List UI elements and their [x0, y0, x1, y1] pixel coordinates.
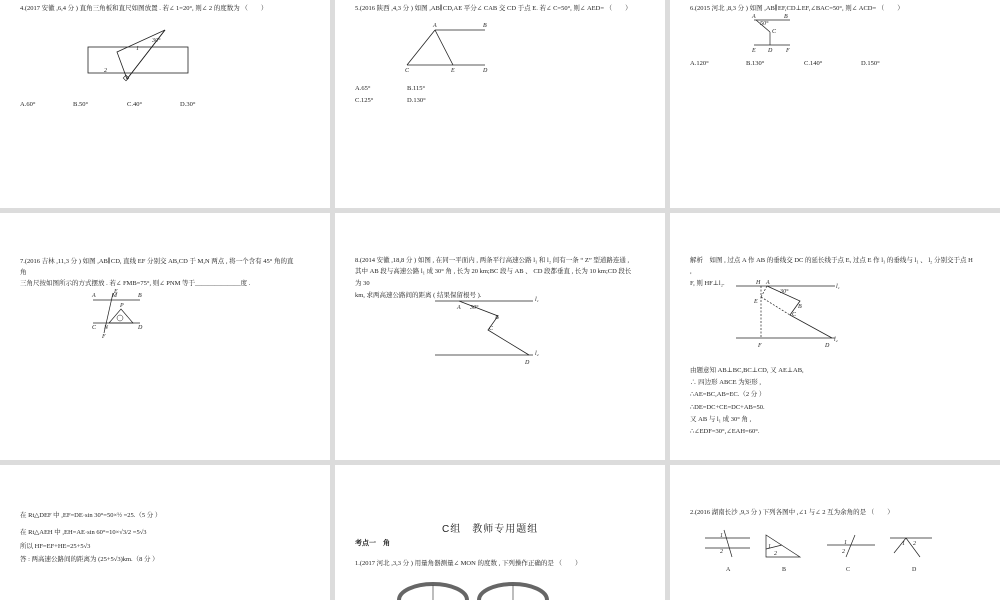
line-l1: l₁	[535, 297, 539, 303]
option-b[interactable]: B.115°	[407, 85, 426, 92]
group-title: C组 教师专用题组	[442, 524, 539, 535]
point-e: E	[451, 68, 455, 74]
option-b-label[interactable]: B	[782, 567, 787, 573]
point-m: M	[112, 293, 117, 299]
point-b: B	[784, 14, 788, 20]
point-d: D	[483, 68, 488, 74]
solution-intro-3: F, 则 HF⊥l₂.	[690, 280, 725, 287]
point-a: A	[92, 293, 96, 299]
ruler-triangle-figure	[0, 0, 330, 120]
section-title: 考点一 角	[355, 540, 390, 547]
panel-question-5	[335, 0, 665, 208]
question-text: 4.(2017 安徽 ,6,4 分 ) 直角三角板和直尺如图放置 . 若∠ 1=20°, 则∠ 2 的度数为 （ ）	[20, 5, 268, 12]
panel-question-4	[0, 0, 330, 208]
line-l1: l₁	[836, 284, 840, 290]
angle-label-50: 50°	[760, 21, 769, 27]
point-e: E	[754, 299, 758, 305]
c-angle-1: 1	[844, 540, 847, 546]
panel-solution-8	[670, 213, 1000, 460]
d-angle-2: 2	[913, 541, 916, 547]
point-d: D	[525, 360, 530, 366]
point-f: F	[102, 334, 106, 340]
perpendicular-figure	[670, 0, 1000, 60]
calc-line-3: 所以 HF=EF+HE=25+5√3	[20, 543, 91, 550]
point-e: E	[752, 48, 756, 54]
angle-label-2: 2	[104, 68, 107, 74]
b-angle-1: 1	[768, 544, 771, 550]
d-angle-1: 1	[902, 541, 905, 547]
highway-figure	[335, 213, 665, 460]
point-c: C	[792, 312, 797, 318]
set-square-figure	[0, 213, 330, 353]
panel-question-6	[670, 0, 1000, 208]
point-d: D	[138, 325, 143, 331]
option-d-label[interactable]: D	[912, 567, 917, 573]
question-line-3: 为 30	[355, 280, 370, 287]
calc-line-2: 在 Rt△AEH 中 ,EH=AE·sin 60°=10×√3/2 =5√3	[20, 529, 147, 536]
question-line-1: 8.(2014 安徽 ,18,8 分 ) 如图 , 在同一平面内 , 两条平行高速公路 l₁ 和 l₂ 间有一条 “ Z” 型道路连通 ,	[355, 257, 630, 264]
b-angle-2: 2	[774, 551, 777, 557]
question-line-1: 7.(2016 吉林 ,11,3 分 ) 如图 ,AB∥CD, 直线 EF 分别交 AB,CD 于 M,N 两点 , 将一个含有 45° 角的直	[20, 258, 294, 265]
solution-intro-2: ,	[690, 268, 692, 275]
question-text: 5.(2016 陕西 ,4,3 分 ) 如图 ,AB∥CD,AE 平分∠ CAB 交 CD 于点 E. 若∠ C=50°, 则∠ AED= （ ）	[355, 5, 632, 12]
point-a: A	[766, 280, 770, 286]
question-text: 1.(2017 河北 ,3,3 分 ) 用量角器测量∠ MON 的度数 , 下列操作正确的是 （ ）	[355, 560, 582, 567]
question-line-3: 三角尺按如图所示的方式摆放 . 若∠ FMB=75°, 则∠ PNM 等于______________度 .	[20, 280, 251, 287]
angle-label-1: 1	[136, 46, 139, 52]
calc-line-1: 在 Rt△DEF 中 ,EF=DE·sin 30°=50×½ =25.（5 分 ）	[20, 512, 162, 519]
angle-label-30: 30°	[152, 38, 161, 44]
option-b[interactable]: B.50°	[73, 101, 89, 108]
option-a[interactable]: A.65°	[355, 85, 371, 92]
point-c: C	[92, 325, 97, 331]
point-d: D	[768, 48, 773, 54]
solution-step-3: ∴AE=BC,AB=EC.（2 分 ）	[690, 391, 766, 398]
point-b: B	[138, 293, 142, 299]
a-angle-1: 1	[720, 533, 723, 539]
point-c: C	[405, 68, 410, 74]
panel-group-c	[335, 465, 665, 600]
complementary-angles-figure	[670, 465, 1000, 600]
angle-label-30: 30°	[470, 305, 479, 311]
solution-step-2: ∴ 四边形 ABCE 为矩形 ,	[690, 379, 761, 386]
point-a: A	[752, 14, 756, 20]
point-d: D	[825, 343, 830, 349]
line-l2: l₂	[834, 337, 838, 343]
point-f: F	[786, 48, 790, 54]
question-text: 6.(2015 河北 ,8,3 分 ) 如图 ,AB∥EF,CD⊥EF,∠BAC=50°, 则∠ ACD= （ ）	[690, 5, 904, 12]
option-d[interactable]: D.150°	[861, 60, 880, 67]
point-h: H	[756, 280, 761, 286]
question-line-2: 角	[20, 269, 27, 276]
point-b: B	[483, 23, 487, 29]
panel-solution-continued	[0, 465, 330, 600]
point-f: F	[758, 343, 762, 349]
option-d[interactable]: D.130°	[407, 97, 426, 104]
solution-step-6: ∴∠EDF=30°,∠EAH=60°.	[690, 428, 760, 435]
option-a[interactable]: A.120°	[690, 60, 709, 67]
protractor-figure	[335, 465, 665, 600]
solution-intro: 解析 如图 , 过点 A 作 AB 的垂线交 DC 的延长线于点 E, 过点 E 作 l₁ 的垂线与 l₁ 、 l₂ 分别交于点 H	[690, 257, 973, 264]
c-angle-2: 2	[842, 549, 845, 555]
point-b: B	[798, 304, 802, 310]
point-a: A	[433, 23, 437, 29]
a-angle-2: 2	[720, 549, 723, 555]
option-b[interactable]: B.130°	[746, 60, 765, 67]
panel-question-8	[335, 213, 665, 460]
option-c-label[interactable]: C	[846, 567, 851, 573]
option-c[interactable]: C.140°	[804, 60, 823, 67]
parallel-lines-figure	[335, 0, 665, 80]
panel-question-7	[0, 213, 330, 460]
solution-step-4: ∴DE=DC+CE=DC+AB=50.	[690, 404, 765, 411]
point-c: C	[772, 29, 777, 35]
question-line-2: 其中 AB 段与高速公路 l₁ 成 30° 角 , 长为 20 km;BC 段与 AB 、 CD 段都垂直 , 长为 10 km;CD 段长	[355, 268, 632, 275]
point-e: E	[114, 289, 118, 295]
option-c[interactable]: C.125°	[355, 97, 374, 104]
option-a-label[interactable]: A	[726, 567, 731, 573]
point-p: P	[120, 303, 124, 309]
option-d[interactable]: D.30°	[180, 101, 196, 108]
point-n: N	[104, 325, 109, 331]
point-c: C	[489, 326, 494, 332]
calc-line-4: 答 : 两高速公路间的距离为 (25+5√3)km.（8 分 ）	[20, 556, 159, 563]
solution-step-5: 又 AB 与 l₁ 成 30° 角 ,	[690, 416, 752, 423]
question-line-4: km, 求两高速公路间的距离 ( 结果保留根号 ).	[355, 292, 482, 299]
question-text: 2.(2016 湖南长沙 ,9,3 分 ) 下列各图中 ,∠1 与∠ 2 互为余角的是 （ ）	[690, 509, 894, 516]
panel-question-2	[670, 465, 1000, 600]
option-c[interactable]: C.40°	[127, 101, 143, 108]
line-l2: l₂	[535, 351, 539, 357]
option-a[interactable]: A.60°	[20, 101, 36, 108]
point-a: A	[457, 305, 461, 311]
angle-label-30: 30°	[780, 289, 789, 295]
solution-step-1: 由题意知 AB⊥BC,BC⊥CD, 又 AE⊥AB,	[690, 367, 804, 374]
point-b: B	[495, 315, 499, 321]
